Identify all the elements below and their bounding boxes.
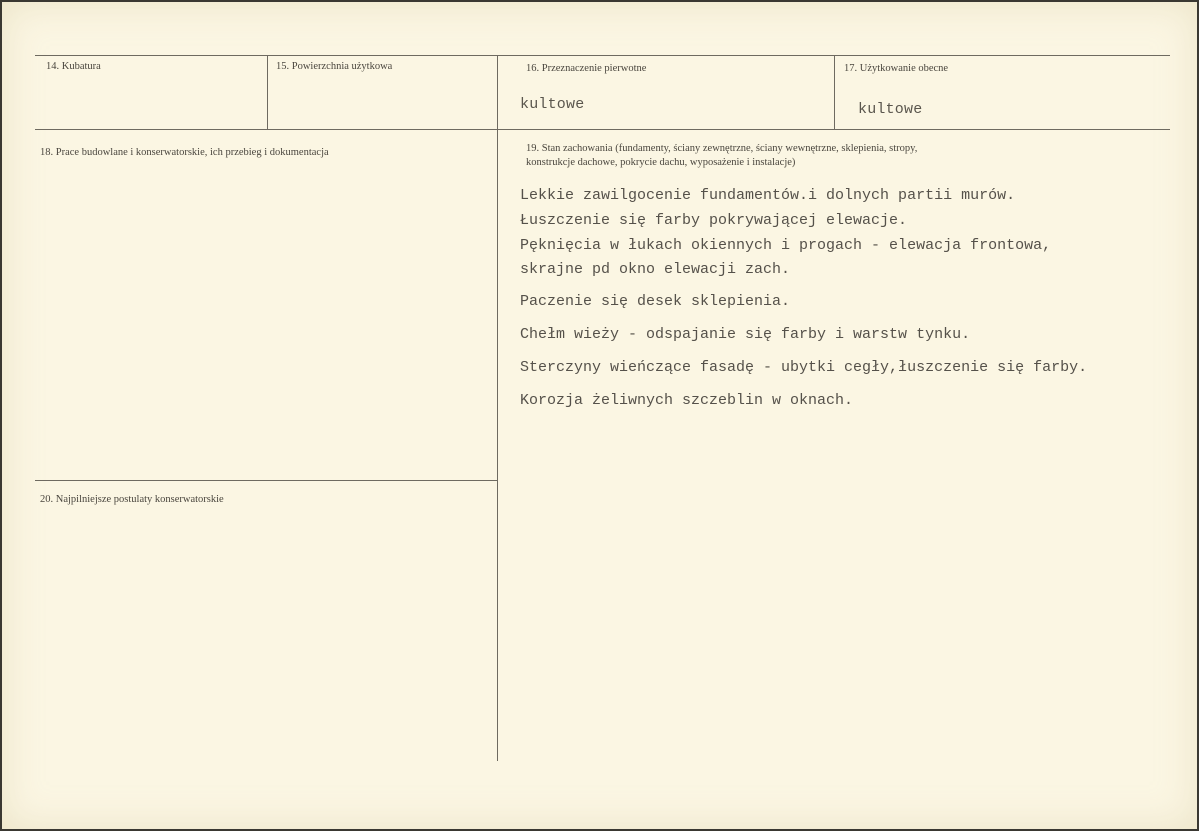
field-19-label-line1: 19. Stan zachowania (fundamenty, ściany zewnętrzne, ściany wewnętrzne, sklepienia, stropy, (526, 143, 918, 154)
condition-line: Lekkie zawilgocenie fundamentów.i dolnych partii murów. (520, 187, 1016, 204)
condition-line: Korozja żeliwnych szczeblin w oknach. (520, 392, 854, 409)
col-divider-1 (267, 55, 268, 129)
condition-line: Łuszczenie się farby pokrywającej elewacje. (520, 212, 908, 229)
field-15-label: 15. Powierzchnia użytkowa (276, 61, 393, 72)
field-16-label: 16. Przeznaczenie pierwotne (526, 63, 647, 74)
field-14-label: 14. Kubatura (46, 61, 101, 72)
condition-line: skrajne pd okno elewacji zach. (520, 261, 791, 278)
condition-line: Pęknięcia w łukach okiennych i progach - elewacja frontowa, (520, 237, 1052, 254)
field-19-label-line2: konstrukcje dachowe, pokrycie dachu, wyposażenie i instalacje) (526, 157, 796, 168)
condition-line: Paczenie się desek sklepienia. (520, 293, 791, 310)
condition-line: Chełm wieży - odspajanie się farby i warstw tynku. (520, 326, 971, 343)
field-19-condition-text (520, 2, 1160, 829)
field-17-value: kultowe (858, 101, 923, 118)
field-16-value: kultowe (520, 96, 585, 113)
field-18-label: 18. Prace budowlane i konserwatorskie, ich przebieg i dokumentacja (40, 147, 329, 158)
row2-divider-rule (35, 480, 497, 481)
field-20-label: 20. Najpilniejsze postulaty konserwatorskie (40, 494, 224, 505)
condition-line: Sterczyny wieńczące fasadę - ubytki cegły,łuszczenie się farby. (520, 359, 1088, 376)
record-card (2, 2, 1197, 829)
field-17-label: 17. Użytkowanie obecne (844, 63, 949, 74)
col-divider-main (497, 55, 498, 761)
